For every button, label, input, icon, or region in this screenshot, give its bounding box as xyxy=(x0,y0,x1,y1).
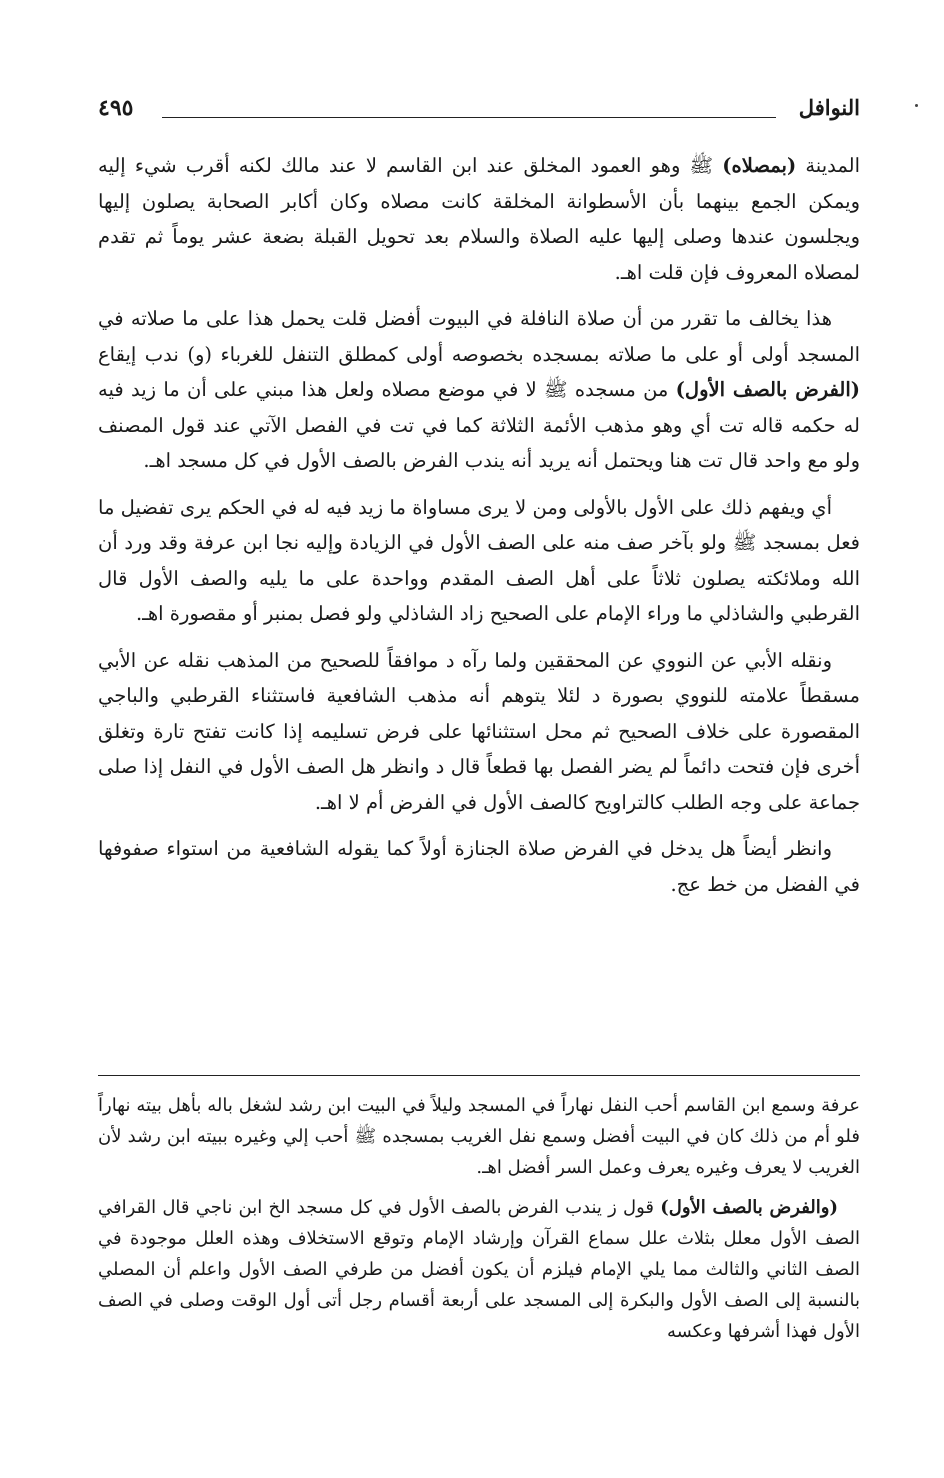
header-rule xyxy=(162,117,776,118)
main-paragraph: المدينة (بمصلاه) ﷺ وهو العمود المخلق عند ابن القاسم لا عند مالك لكنه أقرب شيء إليه ويمكن الجمع بينهما بأن الأسطوانة المخلقة كانت مصلاه وكان أكابر الصحابة يصلون إليها ويجلسون عندها وصلى إليها عليه الصلاة والسلام بعد تحويل القبلة بضعة عشر يوماً ثم تقدم لمصلاه المعروف فإن قلت اهـ. xyxy=(98,154,860,284)
footnote-rule xyxy=(98,1075,860,1076)
main-text xyxy=(98,148,860,913)
book-page xyxy=(98,82,860,1412)
footnotes xyxy=(98,1090,860,1356)
running-title: النوافل xyxy=(798,95,860,120)
main-paragraph: أي ويفهم ذلك على الأول بالأولى ومن لا يرى مساواة ما زيد فيه له في الحكم يرى تفضيل ما فعل بمسجد ﷺ ولو بآخر صف منه على الصف الأول في الزيادة وإليه نجا ابن عرفة وقد ورد أن الله وملائكته يصلون ثلاثاً على أهل الصف المقدم وواحدة على ما يليه والصف الأول قال القرطبي والشاذلي ما وراء الإمام على الصحيح زاد الشاذلي ولو فصل بمنبر أو مقصورة اهـ. xyxy=(98,495,860,625)
bold-term: (الفرض بالصف الأول) xyxy=(675,378,860,401)
main-paragraph: وانظر أيضاً هل يدخل في الفرض صلاة الجنازة أولاً كما يقوله الشافعية من استواء صفوفها في الفضل من خط عج. xyxy=(98,837,860,896)
main-paragraph: هذا يخالف ما تقرر من أن صلاة النافلة في البيوت أفضل قلت يحمل هذا على ما صلاته في المسجد أولى أو على ما صلاته بمسجده بخصوصه أولى كمطلق التنفل للغرباء (و) ندب إيقاع (الفرض بالصف الأول) من مسجده ﷺ لا في موضع مصلاه ولعل هذا مبني على أن ما زيد فيه له حكمه قاله تت أي وهو مذهب الأئمة الثلاثة كما في تت في الفصل الآتي عند قول المصنف ولو مع واحد قال تت هنا ويحتمل أنه يريد أنه يندب الفرض بالصف الأول في كل مسجد اهـ. xyxy=(98,307,860,472)
scan-speck xyxy=(915,104,918,107)
main-paragraph: ونقله الأبي عن النووي عن المحققين ولما رآه د موافقاً للصحيح من المذهب نقله عن الأبي مسقطاً علامته للنووي بصورة د لئلا يتوهم أنه مذهب الشافعية فاستثناء القرطبي والباجي المقصورة على خلاف الصحيح ثم محل استثنائها على فرض تسليمه إذا كانت تفتح تارة وتغلق أخرى فإن فتحت دائماً لم يضر الفصل بها قطعاً قال د وانظر هل الصف الأول في النفل إذا صلى جماعة على وجه الطلب كالتراويح كالصف الأول في الفرض أم لا اهـ. xyxy=(98,648,860,814)
footnote-paragraph: عرفة وسمع ابن القاسم أحب النفل نهاراً في المسجد وليلاً في البيت ابن رشد لشغل باله بأهل بيته نهاراً فلو أم من ذلك كان في البيت أفضل وسمع نفل الغريب بمسجده ﷺ أحب إلي وغيره ببيته ابن رشد لأن الغريب لا يعرف وغيره يعرف وعمل السر أفضل اهـ. xyxy=(98,1095,860,1178)
page-number: ٤٩٥ xyxy=(98,95,134,121)
bold-term: (والفرض بالصف الأول) xyxy=(660,1197,838,1218)
page-header xyxy=(98,92,860,128)
bold-term: (بمصلاه) xyxy=(722,154,797,177)
footnote-paragraph: (والفرض بالصف الأول) قول ز يندب الفرض بالصف الأول في كل مسجد الخ ابن ناجي قال القرافي الصف الأول معلل بثلاث علل سماع القرآن وإرشاد الإمام وتوقع الاستخلاف وهذه العلل موجودة في الصف الثاني والثالث مما يلي الإمام فيلزم أن يكون أفضل من طرفي الصف الأول واعلم أن المصلي بالنسبة إلى الصف الأول والبكرة إلى المسجد على أربعة أقسام رجل أتى أول الوقت وصلى في الصف الأول فهذا أشرفها وعكسه xyxy=(98,1197,860,1342)
